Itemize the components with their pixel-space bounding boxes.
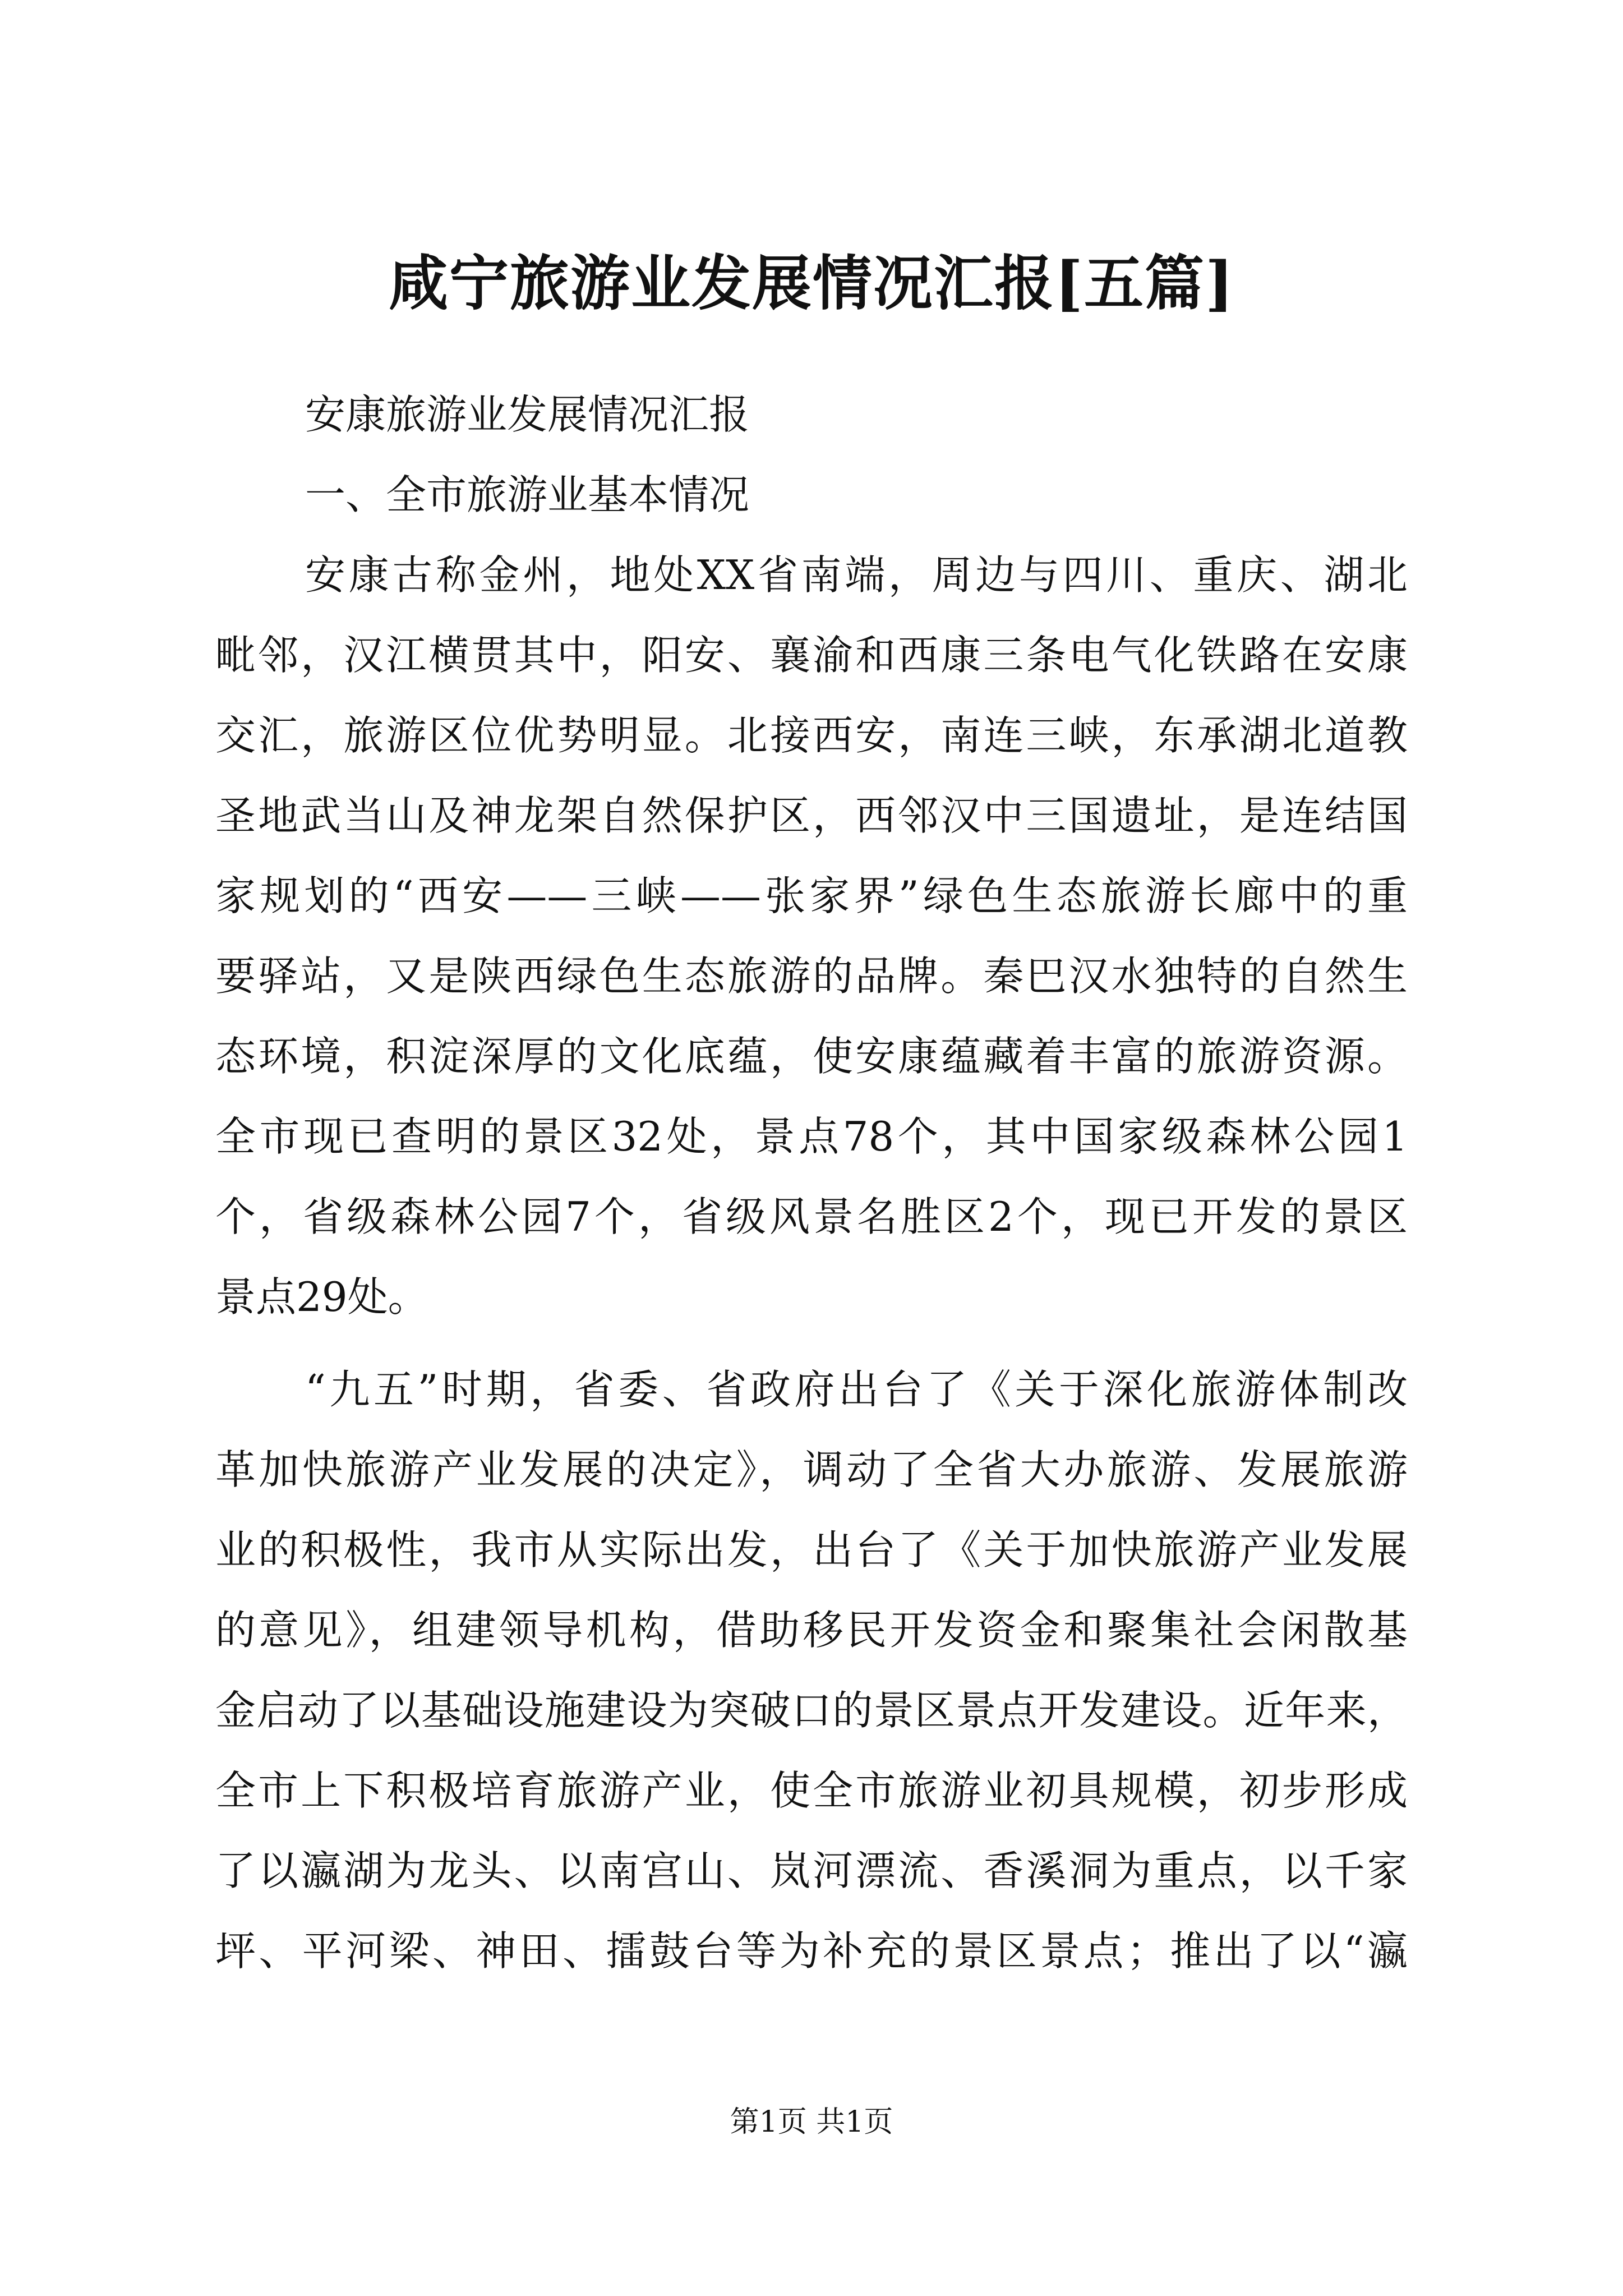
paragraph-line: 金启动了以基础设施建设为突破口的景区景点开发建设。近年来，: [215, 1687, 1408, 1734]
paragraph-line: 交汇，旅游区位优势明显。北接西安，南连三峡，东承湖北道教: [215, 712, 1408, 759]
paragraph-line: 景点29处。: [215, 1273, 428, 1320]
paragraph-line: 家规划的“西安——三峡——张家界”绿色生态旅游长廊中的重: [215, 872, 1408, 919]
paragraph-line: 毗邻，汉江横贯其中，阳安、襄渝和西康三条电气化铁路在安康: [215, 632, 1408, 679]
paragraph-line: 个，省级森林公园7个，省级风景名胜区2个，现已开发的景区: [215, 1193, 1408, 1240]
page-footer: 第1页 共1页: [730, 2105, 893, 2139]
paragraph-line: “九五”时期，省委、省政府出台了《关于深化旅游体制改: [305, 1366, 1408, 1413]
paragraph-line: 要驿站，又是陕西绿色生态旅游的品牌。秦巴汉水独特的自然生: [215, 953, 1408, 1000]
paragraph-line: 坪、平河梁、神田、擂鼓台等为补充的景区景点；推出了以“瀛: [215, 1927, 1408, 1975]
paragraph-line: 全市现已查明的景区32处，景点78个，其中国家级森林公园1: [215, 1113, 1408, 1160]
paragraph-line: 全市上下积极培育旅游产业，使全市旅游业初具规模，初步形成: [215, 1767, 1408, 1814]
paragraph-line: 了以瀛湖为龙头、以南宫山、岚河漂流、香溪洞为重点，以千家: [215, 1847, 1408, 1894]
paragraph-line: 态环境，积淀深厚的文化底蕴，使安康蕴藏着丰富的旅游资源。: [215, 1033, 1408, 1080]
paragraph-line: 革加快旅游产业发展的决定》，调动了全省大办旅游、发展旅游: [215, 1446, 1408, 1493]
paragraph-line: 圣地武当山及神龙架自然保护区，西邻汉中三国遗址，是连结国: [215, 792, 1408, 839]
paragraph-1: [215, 535, 1408, 1337]
paragraph-line: 的意见》，组建领导机构，借助移民开发资金和聚集社会闲散基: [215, 1607, 1408, 1654]
paragraph-line: 业的积极性，我市从实际出发，出台了《关于加快旅游产业发展: [215, 1526, 1408, 1573]
paragraph-2: [215, 1350, 1408, 1991]
paragraph-line: 安康古称金州，地处XX省南端，周边与四川、重庆、湖北: [305, 551, 1408, 599]
section-heading: 一、全市旅游业基本情况: [305, 471, 750, 518]
document-title: 咸宁旅游业发展情况汇报[五篇]: [388, 248, 1235, 318]
document-body: [215, 375, 1408, 1991]
subtitle: 安康旅游业发展情况汇报: [305, 391, 750, 438]
